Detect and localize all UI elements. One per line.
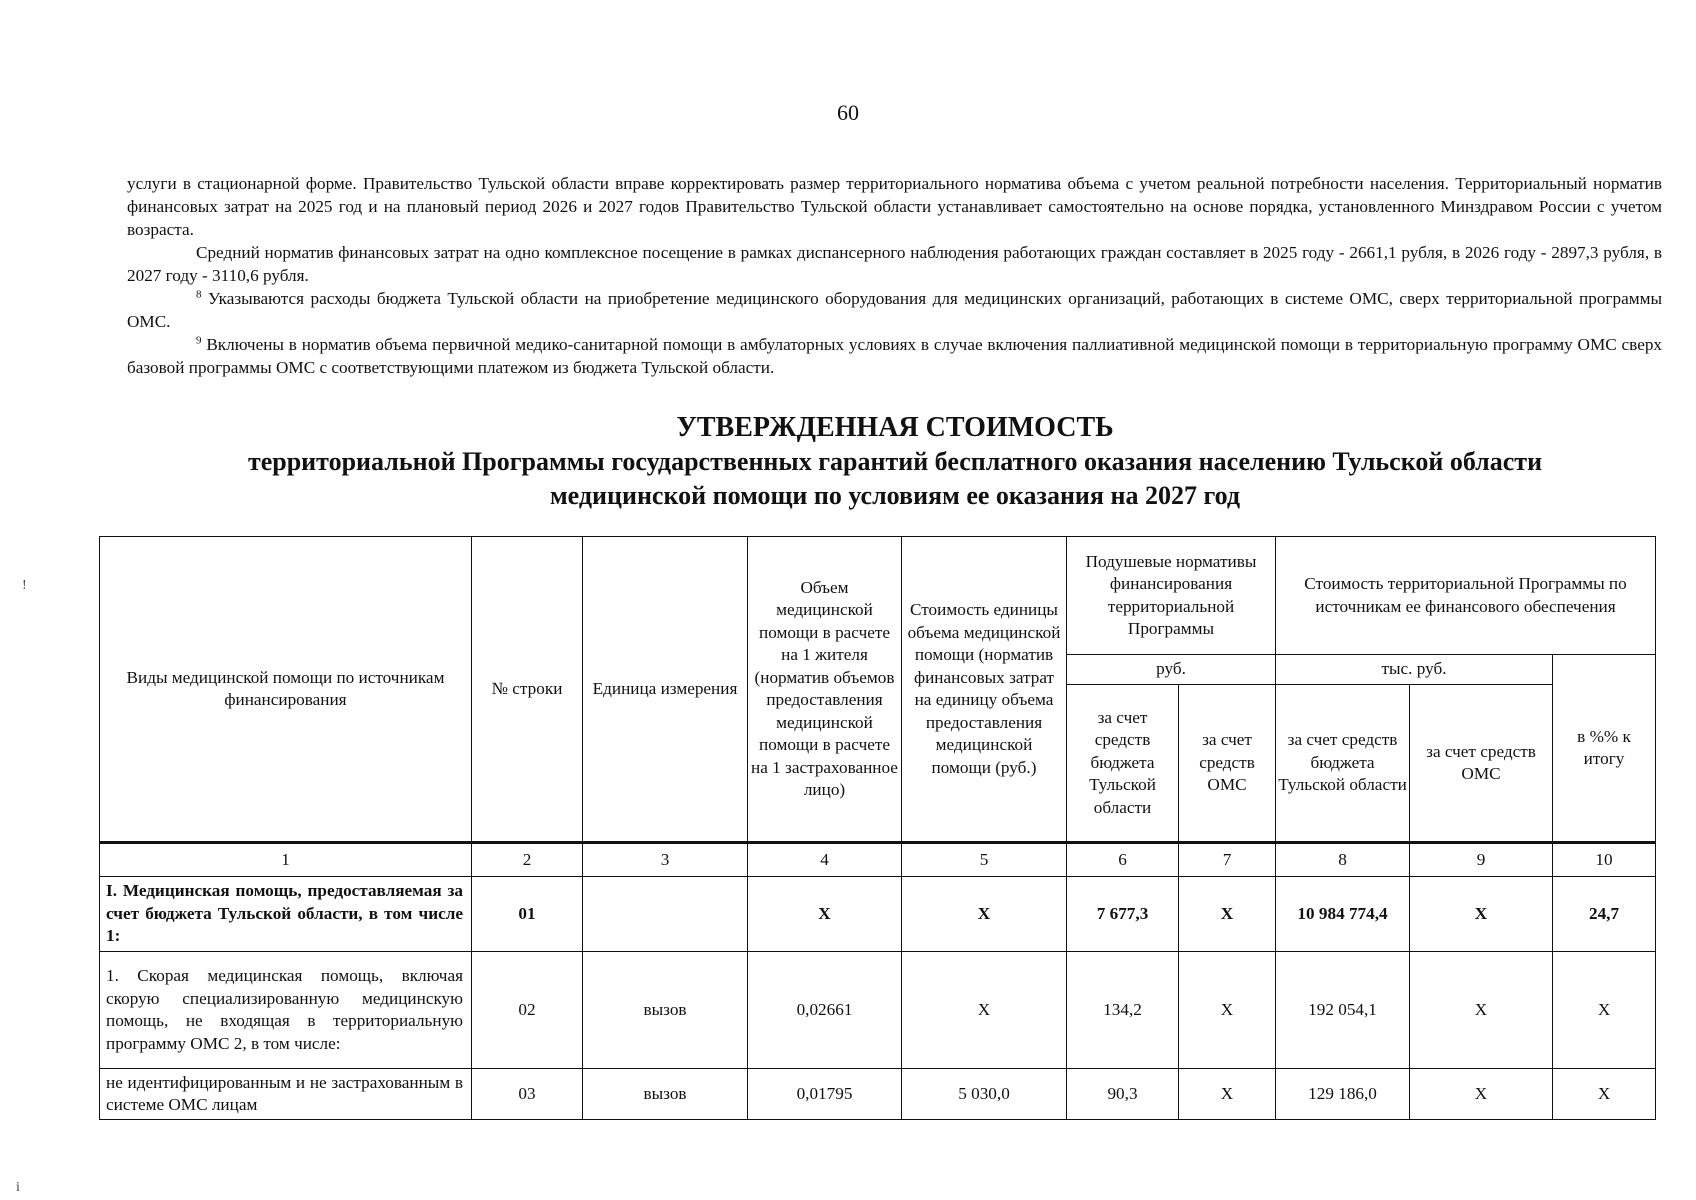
- row-unit-cost: 5 030,0: [902, 1069, 1067, 1120]
- row-name: не идентифицированным и не застрахованным в системе ОМС лицам: [100, 1069, 472, 1120]
- row-unit: [583, 877, 748, 952]
- page-number: 60: [837, 100, 859, 125]
- row-line-number: 02: [472, 952, 583, 1069]
- footnote-text: Включены в норматив объема первичной медико-санитарной помощи в амбулаторных условиях в случае включения паллиативной медицинской помощи в территориальную программу ОМС сверх базовой программы ОМС с соответствующими платежом из бюджета Тульской области.: [127, 335, 1663, 377]
- header-line-number: № строки: [472, 537, 583, 843]
- cost-table: [99, 536, 1656, 1120]
- header-unit-thousand-rub: тыс. руб.: [1276, 655, 1553, 685]
- title-line-2: медицинской помощи по условиям ее оказания на 2027 год: [549, 481, 1241, 510]
- note-paragraph: услуги в стационарной форме. Правительство Тульской области вправе корректировать размер территориального норматива объема с учетом реальной потребности населения. Территориальный норматив финансовых затрат на 2025 год и на плановый период 2026 и 2027 годов Правительство Тульской области устанавливает самостоятельно на основе порядка, установленного Минздравом России с учетом возраста.: [127, 174, 1662, 239]
- row-per-capita-budget: 90,3: [1067, 1069, 1179, 1120]
- note-paragraph: Средний норматив финансовых затрат на одно комплексное посещение в рамках диспансерного наблюдения работающих граждан составляет в 2025 году - 2661,1 рубля, в 2026 году - 2897,3 рубля, в 2027 году - 3110,6 рубля.: [127, 243, 1662, 285]
- footnote-text: Указываются расходы бюджета Тульской области на приобретение медицинского оборудования для медицинских организаций, работающих в системе ОМС, сверх территориальной программы ОМС.: [127, 289, 1663, 331]
- title-main: УТВЕРЖДЕННАЯ СТОИМОСТЬ: [676, 412, 1114, 443]
- stray-mark: !: [22, 578, 27, 593]
- row-per-capita-budget: 7 677,3: [1067, 877, 1179, 952]
- column-number: 3: [583, 843, 748, 877]
- table-row: [100, 952, 1656, 1069]
- column-number: 8: [1276, 843, 1410, 877]
- row-unit: вызов: [583, 952, 748, 1069]
- header-cost-oms: за счет средств ОМС: [1410, 685, 1553, 843]
- stray-mark: i: [16, 1180, 20, 1195]
- row-percent: X: [1553, 1069, 1656, 1120]
- row-unit-cost: X: [902, 952, 1067, 1069]
- footnote-mark: 8: [196, 288, 202, 301]
- header-types: Виды медицинской помощи по источникам финансирования: [100, 537, 472, 843]
- header-unit: Единица измерения: [583, 537, 748, 843]
- row-cost-oms: X: [1410, 1069, 1553, 1120]
- row-volume: 0,01795: [748, 1069, 902, 1120]
- notes-block: [127, 172, 1662, 379]
- header-percent: в %% к итогу: [1553, 655, 1656, 843]
- header-unit-cost: Стоимость единицы объема медицинской помощи (норматив финансовых затрат на единицу объема предоставления медицинской помощи (руб.): [902, 537, 1067, 843]
- row-volume: 0,02661: [748, 952, 902, 1069]
- row-per-capita-budget: 134,2: [1067, 952, 1179, 1069]
- footnote-8: [127, 287, 1662, 333]
- column-numbers-row: [100, 843, 1656, 877]
- row-percent: X: [1553, 952, 1656, 1069]
- column-number: 4: [748, 843, 902, 877]
- column-number: 10: [1553, 843, 1656, 877]
- column-number: 7: [1179, 843, 1276, 877]
- row-cost-budget: 10 984 774,4: [1276, 877, 1410, 952]
- row-percent: 24,7: [1553, 877, 1656, 952]
- document-title: [0, 410, 1696, 513]
- row-cost-oms: X: [1410, 877, 1553, 952]
- column-number: 6: [1067, 843, 1179, 877]
- title-line-1: территориальной Программы государственных гарантий бесплатного оказания населению Тульской области: [247, 447, 1543, 476]
- row-cost-budget: 129 186,0: [1276, 1069, 1410, 1120]
- column-number: 1: [100, 843, 472, 877]
- row-per-capita-oms: X: [1179, 877, 1276, 952]
- footnote-9: [127, 333, 1662, 379]
- row-volume: X: [748, 877, 902, 952]
- column-number: 5: [902, 843, 1067, 877]
- row-unit: вызов: [583, 1069, 748, 1120]
- table-row: [100, 877, 1656, 952]
- row-name: I. Медицинская помощь, предоставляемая за счет бюджета Тульской области, в том числе 1:: [100, 877, 472, 952]
- column-number: 9: [1410, 843, 1553, 877]
- row-unit-cost: X: [902, 877, 1067, 952]
- row-cost-oms: X: [1410, 952, 1553, 1069]
- table-row: [100, 1069, 1656, 1120]
- header-per-capita-oms: за счет средств ОМС: [1179, 685, 1276, 843]
- row-cost-budget: 192 054,1: [1276, 952, 1410, 1069]
- row-line-number: 01: [472, 877, 583, 952]
- row-per-capita-oms: X: [1179, 952, 1276, 1069]
- header-volume: Объем медицинской помощи в расчете на 1 жителя (норматив объемов предоставления медицинской помощи в расчете на 1 застрахованное лицо): [748, 537, 902, 843]
- header-per-capita-budget: за счет средств бюджета Тульской области: [1067, 685, 1179, 843]
- row-line-number: 03: [472, 1069, 583, 1120]
- row-name: 1. Скорая медицинская помощь, включая скорую специализированную медицинскую помощь, не входящая в территориальную программу ОМС 2, в том числе:: [100, 952, 472, 1069]
- header-program-cost: Стоимость территориальной Программы по источникам ее финансового обеспечения: [1276, 537, 1656, 655]
- footnote-mark: 9: [196, 334, 202, 347]
- header-unit-rub: руб.: [1067, 655, 1276, 685]
- row-per-capita-oms: X: [1179, 1069, 1276, 1120]
- header-cost-budget: за счет средств бюджета Тульской области: [1276, 685, 1410, 843]
- column-number: 2: [472, 843, 583, 877]
- header-per-capita: Подушевые нормативы финансирования территориальной Программы: [1067, 537, 1276, 655]
